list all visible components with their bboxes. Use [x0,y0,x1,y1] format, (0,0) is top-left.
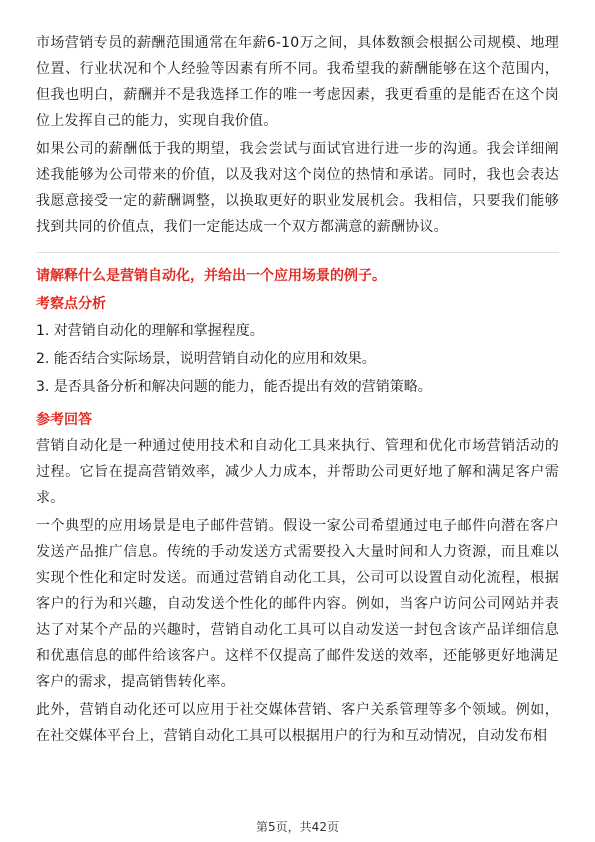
analysis-item-3: 3. 是否具备分析和解决问题的能力，能否提出有效的营销策略。 [36,379,432,395]
analysis-item-1: 1. 对营销自动化的理解和掌握程度。 [36,323,264,339]
answer-paragraph-2: 一个典型的应用场景是电子邮件营销。假设一家公司希望通过电子邮件向潜在客户发送产品推广信息。传统的手动发送方式需要投入大量时间和人力资源，而且难以实现个性化和定时发送。而通过营销自动化工具，公司可以设置自动化流程，根据客户的行为和兴趣，自动发送个性化的邮件内容。例如，当客户访问公司网站并表达了对某个产品的兴趣时，营销自动化工具可以自动发送一封包含该产品详细信息和优惠信息的邮件给该客户。这样不仅提高了邮件发送的效率，还能够更好地满足客户的需求，提高销售转化率。 [36,518,559,690]
answer-paragraph-3: 此外，营销自动化还可以应用于社交媒体营销、客户关系管理等多个领域。例如，在社交媒体平台上，营销自动化工具可以根据用户的行为和互动情况，自动发布相 [36,702,559,744]
answer-paragraph-1: 营销自动化是一种通过使用技术和自动化工具来执行、管理和优化市场营销活动的过程。它旨在提高营销效率，减少人力成本，并帮助公司更好地了解和满足客户需求。 [36,438,559,506]
intro-paragraph-2: 如果公司的薪酬低于我的期望，我会尝试与面试官进行进一步的沟通。我会详细阐述我能够为公司带来的价值，以及我对这个岗位的热情和承诺。同时，我也会表达我愿意接受一定的薪酬调整，以换取更好的职业发展机会。我相信，只要我们能够找到共同的价值点，我们一定能达成一个双方都满意的薪酬协议。 [36,141,559,235]
section-divider [36,252,559,253]
analysis-title: 考察点分析 [36,296,106,312]
document-page [36,30,559,751]
answer-title: 参考回答 [36,412,92,428]
question-heading: 请解释什么是营销自动化，并给出一个应用场景的例子。 [36,268,386,284]
intro-paragraph-1: 市场营销专员的薪酬范围通常在年薪6-10万之间，具体数额会根据公司规模、地理位置、行业状况和个人经验等因素有所不同。我希望我的薪酬能够在这个范围内，但我也明白，薪酬并不是我选择工作的唯一考虑因素，我更看重的是能否在这个岗位上发挥自己的能力，实现自我价值。 [36,35,559,129]
page-footer: 第5页，共42页 [256,820,339,834]
analysis-item-2: 2. 能否结合实际场景，说明营销自动化的应用和效果。 [36,351,376,367]
